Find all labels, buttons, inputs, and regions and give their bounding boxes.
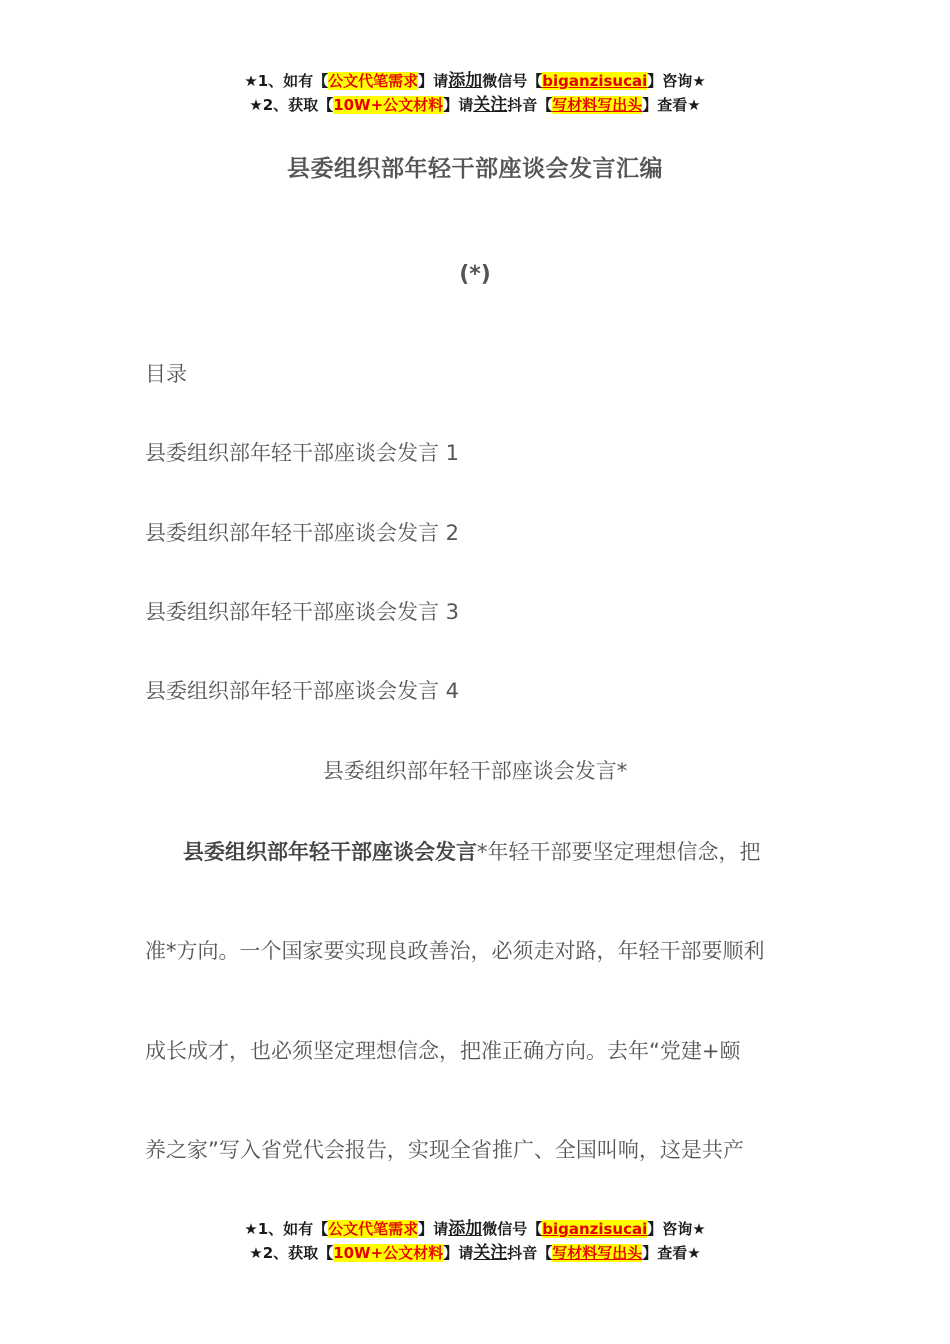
promo-line-1: ★1、如有【公文代笔需求】请添加微信号【biganzisucai】咨询★ bbox=[244, 71, 706, 91]
paragraph-line-1: 县委组织部年轻干部座谈会发言*年轻干部要坚定理想信念，把 bbox=[183, 840, 761, 864]
promo-highlight-service-bottom: 公文代笔需求 bbox=[328, 1220, 419, 1238]
promo-line-2-bottom: ★2、获取【10W+公文材料】请关注抖音【写材料写出头】查看★ bbox=[249, 1243, 701, 1263]
document-title: 县委组织部年轻干部座谈会发言汇编 bbox=[287, 156, 663, 182]
promo-wechat-id: biganzisucai bbox=[542, 72, 648, 90]
document-subtitle: (*) bbox=[459, 262, 491, 287]
promo-emphasis-add: 添加 bbox=[448, 71, 483, 91]
promo-emphasis-follow: 关注 bbox=[473, 95, 508, 115]
promo-highlight-materials-bottom: 10W+公文材料 bbox=[333, 1244, 444, 1262]
promo-line-2: ★2、获取【10W+公文材料】请关注抖音【写材料写出头】查看★ bbox=[249, 95, 701, 115]
promo-line-1-bottom: ★1、如有【公文代笔需求】请添加微信号【biganzisucai】咨询★ bbox=[244, 1219, 706, 1239]
promo-highlight-service: 公文代笔需求 bbox=[328, 72, 419, 90]
promo-banner-top bbox=[0, 69, 950, 117]
toc-item-1: 县委组织部年轻干部座谈会发言 1 bbox=[145, 441, 460, 465]
paragraph-line-3: 成长成才，也必须坚定理想信念，把准正确方向。去年“党建+颐 bbox=[145, 1039, 741, 1063]
toc-item-3: 县委组织部年轻干部座谈会发言 3 bbox=[145, 600, 460, 624]
toc-label: 目录 bbox=[145, 362, 187, 386]
paragraph-line-4: 养之家”写入省党代会报告，实现全省推广、全国叫响，这是共产 bbox=[145, 1138, 744, 1162]
promo-banner-bottom bbox=[0, 1217, 950, 1265]
section-heading: 县委组织部年轻干部座谈会发言* bbox=[322, 759, 628, 783]
paragraph-line-2: 准*方向。一个国家要实现良政善治，必须走对路，年轻干部要顺利 bbox=[145, 939, 765, 963]
promo-emphasis-follow-bottom: 关注 bbox=[473, 1243, 508, 1263]
toc-item-2: 县委组织部年轻干部座谈会发言 2 bbox=[145, 521, 460, 545]
promo-highlight-materials: 10W+公文材料 bbox=[333, 96, 444, 114]
promo-douyin-account-bottom: 写材料写出头 bbox=[552, 1244, 643, 1262]
promo-douyin-account: 写材料写出头 bbox=[552, 96, 643, 114]
toc-item-4: 县委组织部年轻干部座谈会发言 4 bbox=[145, 679, 460, 703]
promo-wechat-id-bottom: biganzisucai bbox=[542, 1220, 648, 1238]
promo-emphasis-add-bottom: 添加 bbox=[448, 1219, 483, 1239]
paragraph-bold-lead: 县委组织部年轻干部座谈会发言 bbox=[183, 840, 477, 864]
